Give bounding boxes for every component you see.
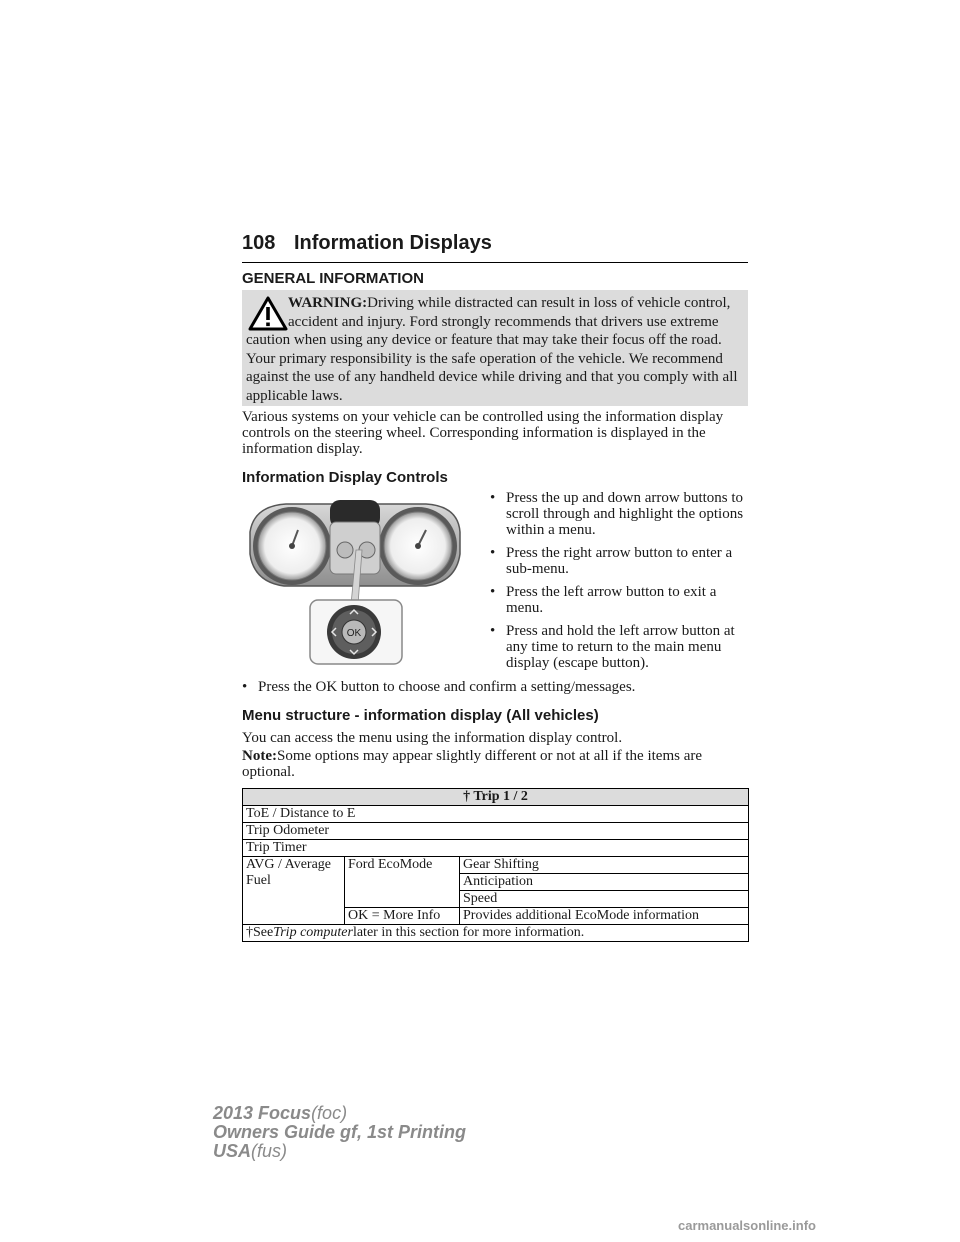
avg-fuel-cell: AVG / Average Fuel [243, 857, 345, 925]
table-row: ToE / Distance to E [243, 806, 749, 823]
table-footnote: †SeeTrip computerlater in this section for more information. [243, 925, 749, 942]
table-row: Anticipation [243, 874, 749, 891]
ecomode-cell: Ford EcoMode [345, 857, 460, 908]
table-row [243, 925, 749, 942]
warning-box [242, 290, 748, 406]
note-paragraph [242, 748, 748, 780]
chapter-title: Information Displays [294, 232, 492, 254]
menu-intro-paragraph: You can access the menu using the information display control. [242, 730, 623, 746]
warning-text-block [246, 294, 744, 406]
instrument-cluster-illustration [246, 492, 464, 668]
table-row: Speed [243, 891, 749, 908]
print-footer: 2013 Focus(foc) Owners Guide gf, 1st Printing USA(fus) [213, 1103, 467, 1161]
list-item: • Press the up and down arrow buttons to scroll through and highlight the options within a menu. [490, 490, 744, 538]
table-row: OK = More Info Provides additional EcoMode information [243, 908, 749, 925]
warning-body: Driving while distracted can result in loss of vehicle control, accident and injury. Ford strongly recommends that drivers use extreme caution when using any device or feature that may take their focus off the road. Your primary responsibility is the safe operation of the vehicle. We recommend against the use of any handheld device while driving and that you comply with all applicable laws. [246, 295, 738, 404]
controls-heading: Information Display Controls [242, 469, 448, 486]
table-header: † Trip 1 / 2 [243, 789, 749, 806]
menu-structure-table [242, 788, 749, 942]
watermark: carmanualsonline.info [678, 1218, 816, 1233]
table-row: AVG / Average Fuel Ford EcoMode Gear Shifting [243, 857, 749, 874]
intro-paragraph: Various systems on your vehicle can be controlled using the information display controls on the steering wheel. Corresponding information is displayed in the information display. [242, 409, 724, 457]
page-header [242, 232, 748, 263]
list-item: • Press the OK button to choose and confirm a setting/messages. [242, 679, 636, 695]
ok-button-label: OK [346, 628, 362, 639]
warning-label: WARNING: [288, 295, 368, 311]
controls-bullet-list [490, 490, 752, 678]
list-item: • Press the left arrow button to exit a menu. [490, 584, 717, 616]
page-number: 108 [242, 232, 276, 254]
table-row: Trip Timer [243, 840, 749, 857]
section-heading: GENERAL INFORMATION [242, 270, 424, 287]
list-item: • Press the right arrow button to enter a sub-menu. [490, 545, 733, 577]
menu-structure-heading: Menu structure - information display (All vehicles) [242, 707, 599, 724]
list-item: • Press and hold the left arrow button at any time to return to the main menu display (escape button). [490, 623, 735, 671]
note-text: Some options may appear slightly different or not at all if the items are optional. [242, 748, 703, 780]
table-row: Trip Odometer [243, 823, 749, 840]
note-label: Note: [242, 748, 277, 764]
